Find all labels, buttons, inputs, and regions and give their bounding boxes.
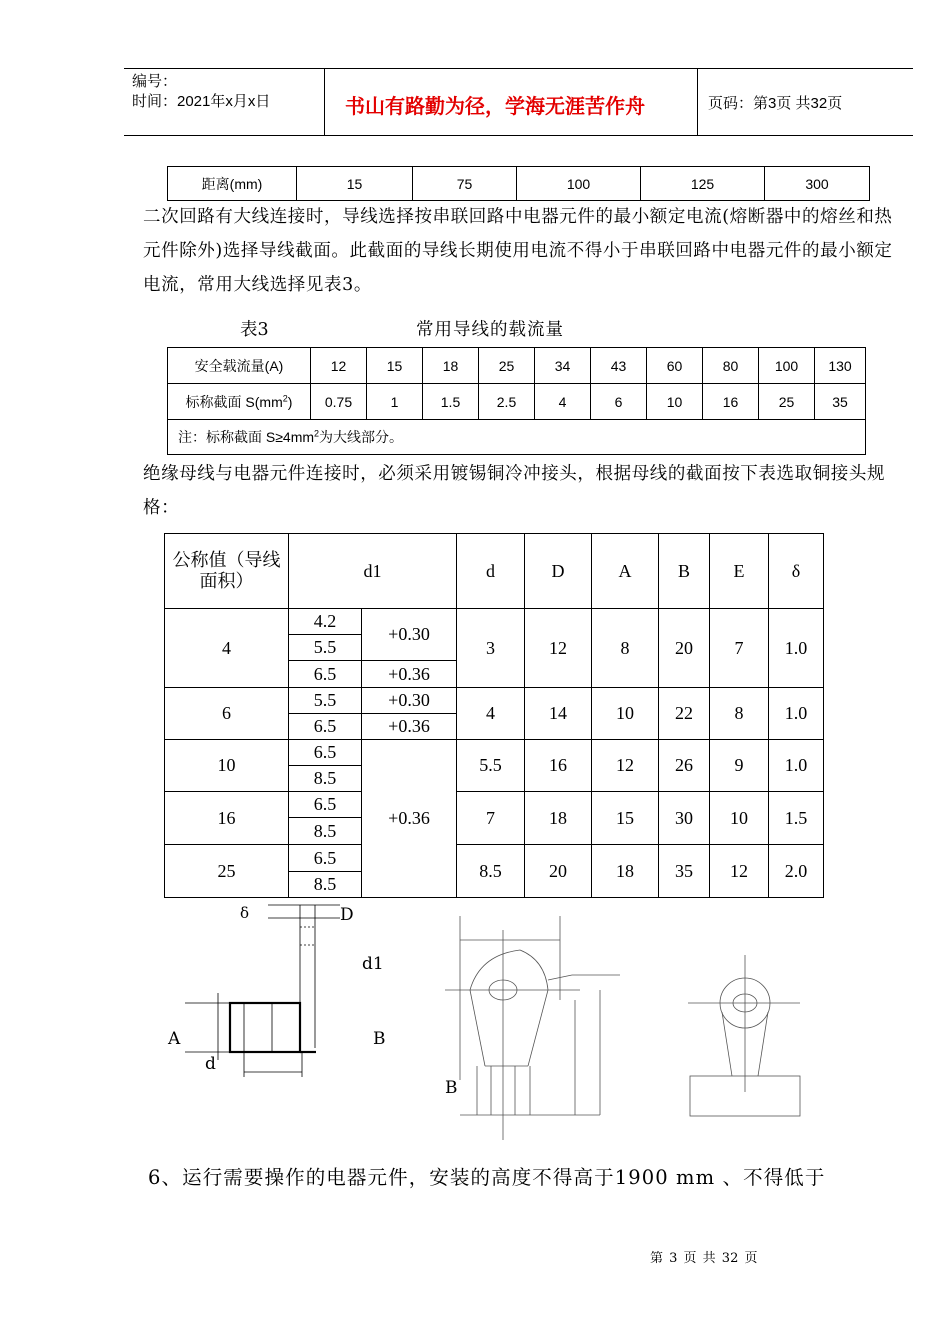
delta-cell: 2.0 [769, 845, 824, 898]
table-cell: 0.75 [311, 384, 367, 420]
d1-cell: 4.2 [289, 609, 362, 635]
E-cell: 8 [710, 688, 769, 740]
table-note: 注：标称截面 $S\ge 4mm^2$为大线部分。 [168, 420, 866, 455]
label-D: D [340, 905, 354, 925]
delta-cell: 1.0 [769, 688, 824, 740]
header-number-label: 编号： [132, 73, 178, 90]
tolerance-cell: +0.36 [362, 714, 457, 740]
nominal-cell: 16 [165, 792, 289, 845]
E-cell: 10 [710, 792, 769, 845]
B-cell: 35 [659, 845, 710, 898]
table-cell: 34 [535, 348, 591, 384]
nominal-cell: 6 [165, 688, 289, 740]
header-delta: δ [769, 534, 824, 609]
label-delta: δ [240, 904, 250, 922]
distance-value: 300 [765, 167, 870, 201]
delta-cell: 1.0 [769, 740, 824, 792]
d1-cell: 6.5 [289, 714, 362, 740]
table-cell: 15 [367, 348, 423, 384]
A-cell: 10 [592, 688, 659, 740]
label-B-front: B [445, 1078, 458, 1098]
d1-cell: 6.5 [289, 740, 362, 766]
table-cell: 16 [703, 384, 759, 420]
row-label: 标称截面 $S(mm^2)$ [168, 384, 311, 420]
distance-value: 75 [413, 167, 517, 201]
header-d1: d1 [289, 534, 457, 609]
side-view-drawing [185, 905, 340, 1077]
delta-cell: 1.0 [769, 609, 824, 688]
paragraph-install-height: 6、运行需要操作的电器元件，安装的高度不得高于1900 mm 、不得低于 [148, 1166, 826, 1189]
distance-label: 距离(mm) [168, 167, 297, 201]
B-cell: 22 [659, 688, 710, 740]
A-cell: 15 [592, 792, 659, 845]
d1-cell: 5.5 [289, 688, 362, 714]
d-cell: 8.5 [457, 845, 525, 898]
d-cell: 7 [457, 792, 525, 845]
A-cell: 8 [592, 609, 659, 688]
table-cell: 12 [311, 348, 367, 384]
paragraph-wire-selection: 二次回路有大线连接时，导线选择按串联回路中电器元件的最小额定电流(熔断器中的熔丝和热元件除外)选择导线截面。此截面的导线长期使用电流不得小于串联回路中电器元件的最小额定电流，常用大线选择见表3。 [143, 207, 893, 295]
header-page-label: 页码：第3页 共32页 [708, 95, 843, 112]
header-nominal: 公称值（导线面积） [165, 534, 289, 609]
table3-caption-title: 常用导线的载流量 [416, 320, 564, 340]
header-E: E [710, 534, 769, 609]
header-A: A [592, 534, 659, 609]
distance-value: 100 [517, 167, 641, 201]
table-cell: 130 [815, 348, 866, 384]
B-cell: 26 [659, 740, 710, 792]
end-view-drawing [688, 955, 800, 1116]
distance-value: 125 [641, 167, 765, 201]
D-cell: 20 [525, 845, 592, 898]
label-d1: d1 [362, 954, 384, 974]
table-cell: 80 [703, 348, 759, 384]
d-cell: 4 [457, 688, 525, 740]
d1-cell: 8.5 [289, 818, 362, 845]
D-cell: 12 [525, 609, 592, 688]
tolerance-cell: +0.30 [362, 688, 457, 714]
D-cell: 18 [525, 792, 592, 845]
header-d: d [457, 534, 525, 609]
E-cell: 12 [710, 845, 769, 898]
header-motto: 书山有路勤为径，学海无涯苦作舟 [345, 94, 645, 118]
distance-value: 15 [297, 167, 413, 201]
A-cell: 12 [592, 740, 659, 792]
table-cell: 1 [367, 384, 423, 420]
table-cell: 4 [535, 384, 591, 420]
header-D: D [525, 534, 592, 609]
page-footer: 第 3 页 共 32 页 [650, 1251, 758, 1266]
label-d: d [205, 1054, 216, 1074]
table-cell: 25 [759, 384, 815, 420]
table-cell: 6 [591, 384, 647, 420]
A-cell: 18 [592, 845, 659, 898]
delta-cell: 1.5 [769, 792, 824, 845]
header-B: B [659, 534, 710, 609]
table-cell: 2.5 [479, 384, 535, 420]
table-cell: 100 [759, 348, 815, 384]
nominal-cell: 25 [165, 845, 289, 898]
E-cell: 9 [710, 740, 769, 792]
table-cell: 10 [647, 384, 703, 420]
d1-cell: 6.5 [289, 845, 362, 872]
d1-cell: 5.5 [289, 635, 362, 661]
header-time-label: 时间：2021年x月x日 [132, 93, 271, 110]
table-cell: 35 [815, 384, 866, 420]
table-cell: 25 [479, 348, 535, 384]
nominal-cell: 4 [165, 609, 289, 688]
D-cell: 14 [525, 688, 592, 740]
d1-cell: 8.5 [289, 766, 362, 792]
tolerance-cell: +0.36 [362, 740, 457, 898]
E-cell: 7 [710, 609, 769, 688]
B-cell: 30 [659, 792, 710, 845]
B-cell: 20 [659, 609, 710, 688]
nominal-cell: 10 [165, 740, 289, 792]
table3-caption-number: 表3 [240, 320, 269, 340]
label-B: B [373, 1029, 386, 1049]
table-cell: 1.5 [423, 384, 479, 420]
table-cell: 18 [423, 348, 479, 384]
paragraph-busbar: 绝缘母线与电器元件连接时，必须采用镀锡铜冷冲接头，根据母线的截面按下表选取铜接头规格： [143, 464, 886, 518]
front-view-drawing [445, 916, 620, 1140]
row-label: 安全载流量(A) [168, 348, 311, 384]
table-cell: 43 [591, 348, 647, 384]
d-cell: 3 [457, 609, 525, 688]
tolerance-cell: +0.30 [362, 609, 457, 661]
d1-cell: 6.5 [289, 792, 362, 818]
label-A: A [168, 1029, 181, 1049]
d-cell: 5.5 [457, 740, 525, 792]
table-cell: 60 [647, 348, 703, 384]
D-cell: 16 [525, 740, 592, 792]
d1-cell: 8.5 [289, 872, 362, 898]
d1-cell: 6.5 [289, 661, 362, 688]
tolerance-cell: +0.36 [362, 661, 457, 688]
